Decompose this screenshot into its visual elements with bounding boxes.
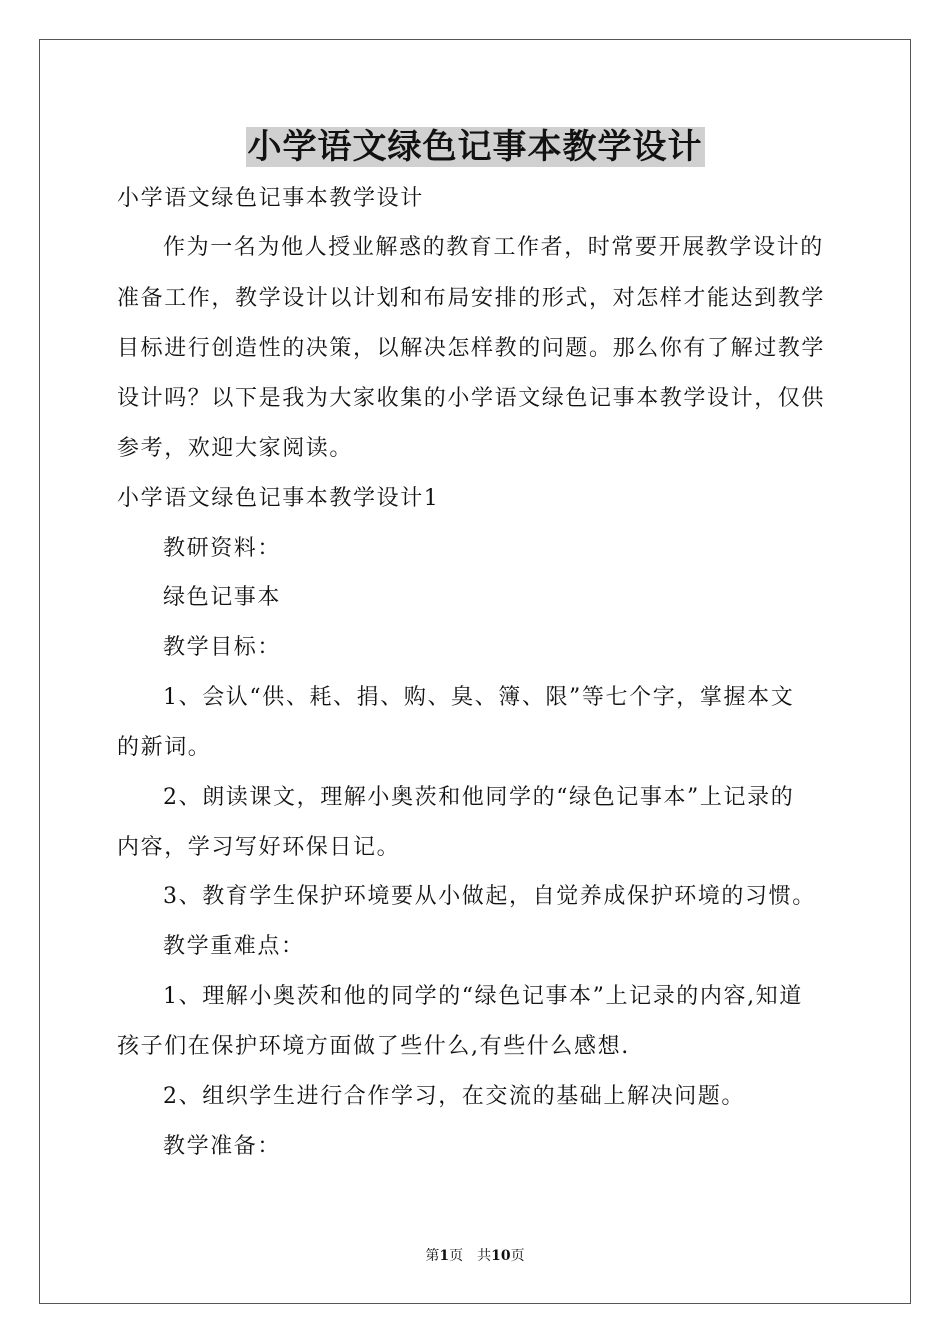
footer-mid: 页 共 [449,1248,492,1264]
paragraph-line: 作为一名为他人授业解惑的教育工作者，时常要开展教学设计的 [163,235,824,260]
paragraph-line: 教研资料： [163,536,282,561]
paragraph-line: 教学重难点： [163,934,305,959]
subtitle-line: 小学语文绿色记事本教学设计 [117,186,424,211]
paragraph-line: 2、组织学生进行合作学习，在交流的基础上解决问题。 [163,1084,745,1109]
paragraph-line: 教学目标： [163,635,282,660]
paragraph-line: 1、理解小奥茨和他的同学的“绿色记事本”上记录的内容,知道 [163,984,803,1009]
paragraph-line: 3、教育学生保护环境要从小做起，自觉养成保护环境的习惯。 [163,884,816,909]
footer-prefix: 第 [425,1248,440,1264]
section-heading: 小学语文绿色记事本教学设计1 [117,486,440,511]
paragraph-line: 参考，欢迎大家阅读。 [117,436,354,461]
paragraph-line: 的新词。 [117,735,212,760]
document-title-text: 小学语文绿色记事本教学设计 [247,127,703,167]
paragraph-line: 教学准备： [163,1134,282,1159]
paragraph-line: 绿色记事本 [163,585,282,610]
footer-suffix: 页 [510,1248,525,1264]
footer-page-number: 1 [439,1248,450,1264]
paragraph-line: 内容，学习写好环保日记。 [117,835,401,860]
footer-total-pages: 10 [491,1248,511,1264]
page-border [39,39,911,1304]
page-footer [0,1246,950,1266]
paragraph-line: 设计吗？以下是我为大家收集的小学语文绿色记事本教学设计，仅供 [117,386,826,411]
paragraph-line: 1、会认“供、耗、捐、购、臭、簿、限”等七个字，掌握本文 [163,685,795,710]
paragraph-line: 2、朗读课文，理解小奥茨和他同学的“绿色记事本”上记录的 [163,785,795,810]
paragraph-line: 准备工作，教学设计以计划和布局安排的形式，对怎样才能达到教学 [117,286,826,311]
paragraph-line: 孩子们在保护环境方面做了些什么,有些什么感想. [117,1034,630,1059]
document-title [0,124,950,170]
paragraph-line: 目标进行创造性的决策，以解决怎样教的问题。那么你有了解过教学 [117,336,826,361]
